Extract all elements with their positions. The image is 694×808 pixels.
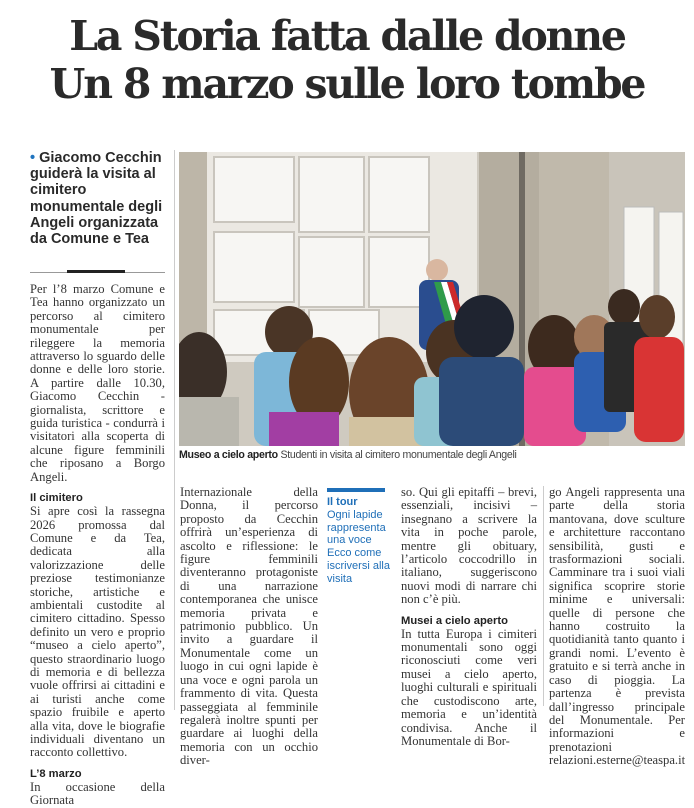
intro-paragraph: Per l’8 marzo Comune e Tea hanno organizzato un percorso al cimitero monumentale per rileggere la memoria attraverso lo sguardo delle donne e delle loro storie. A partire dalle 10.30, Giacomo Cecchin - giornalista, scrittore e guida turistica - condurrà i visitatori alla scoperta di alcune figure femminili che riposano a Borgo Angeli. bbox=[30, 282, 165, 484]
tour-box bbox=[327, 488, 390, 586]
headline-line-2: Un 8 marzo sulle loro tombe bbox=[49, 60, 645, 108]
headline-line-1: La Storia fatta dalle donne bbox=[69, 12, 625, 60]
tour-accent-bar bbox=[327, 488, 385, 492]
caption-title: Museo a cielo aperto bbox=[179, 449, 278, 461]
article-photo bbox=[179, 152, 685, 446]
summary-text: Giacomo Cecchin guiderà la visita al cimitero monumentale degli Angeli organizzata da Comune e Tea bbox=[30, 150, 163, 248]
column-divider bbox=[174, 150, 175, 710]
photo-caption bbox=[179, 449, 685, 461]
column-2 bbox=[180, 486, 318, 768]
column-3-text: so. Qui gli epitaffi – brevi, essenziali, incisivi – insegnano a scrivere la vita in poche parole, mentre gli obituary, l’articolo coccodrillo in italiano, suggeriscono nuovi modi di narrare chi non c’è più. bbox=[401, 485, 537, 607]
headline bbox=[0, 12, 694, 108]
bullet-icon: • bbox=[30, 150, 36, 166]
caption-text: Studenti in visita al cimitero monumentale degli Angeli bbox=[280, 449, 517, 461]
tour-text: Ogni lapide rappresenta una voce Ecco come iscriversi alla visita bbox=[327, 508, 390, 585]
cemetery-photo-illustration bbox=[179, 152, 685, 446]
column-1 bbox=[30, 283, 165, 808]
summary-box bbox=[30, 150, 165, 247]
summary-divider-accent bbox=[67, 270, 125, 273]
column-4-text: go Angeli rappresenta una parte della storia mantovana, dove sculture e architetture raccontano sensibilità, gusti e trasformazioni sociali. Camminare tra i suoi viali significa scoprire storie minime e universali: quelle di persone che hanno costruito la quotidianità tanto quanto i grandi nomi. L’evento è gratuito e si terrà anche in caso di pioggia. La partenza è prevista dall’ingresso principale del Monumentale. Per informazioni e prenotazioni relazioni.esterne@teaspa.it bbox=[549, 485, 686, 768]
subhead-8-marzo: L’8 marzo bbox=[30, 767, 82, 780]
column-divider-3 bbox=[543, 486, 544, 706]
paragraph-8-marzo: In occasione della Giornata bbox=[30, 779, 165, 808]
subhead-cimitero: Il cimitero bbox=[30, 492, 83, 505]
tour-title: Il tour bbox=[327, 496, 358, 508]
subhead-musei: Musei a cielo aperto bbox=[401, 614, 508, 627]
column-4 bbox=[549, 486, 685, 768]
column-2-text: Internazionale della Donna, il percorso proposto da Cecchin offrirà un’esperienza di ascolto e riflessione: le figure femminili diventeranno protagoniste di una narrazione contemporanea che unisce memoria privata e patrimonio pubblico. Un invito a guardare il Monumentale come un luogo in cui ogni lapide è una voce e ogni parola un frammento di vita. Questa passeggiata al femminile regalerà inoltre spunti per guardare ai luoghi della memoria con un occhio diver- bbox=[180, 485, 318, 768]
paragraph-musei: In tutta Europa i cimiteri monumentali sono oggi riconosciuti come veri musei a cielo aperto, luoghi culturali e spirituali che custodiscono arte, memoria e un’identità condivisa. Anche il Monumentale di Bor- bbox=[401, 626, 537, 748]
paragraph-cimitero: Si apre così la rassegna 2026 promossa dal Comune e da Tea, dedicata alla valorizzazione delle preziose testimonianze storiche, artistiche e ambientali custodite al cimitero cittadino. Spesso definito un vero e proprio “museo a cielo aperto”, questo straordinario luogo di memoria e di bellezza vuole offrirsi ai cittadini e ai turisti anche come spazio fruibile e aperto alla vita, dove le biografie individuali diventano un racconto collettivo. bbox=[30, 504, 165, 760]
column-3 bbox=[401, 486, 537, 748]
